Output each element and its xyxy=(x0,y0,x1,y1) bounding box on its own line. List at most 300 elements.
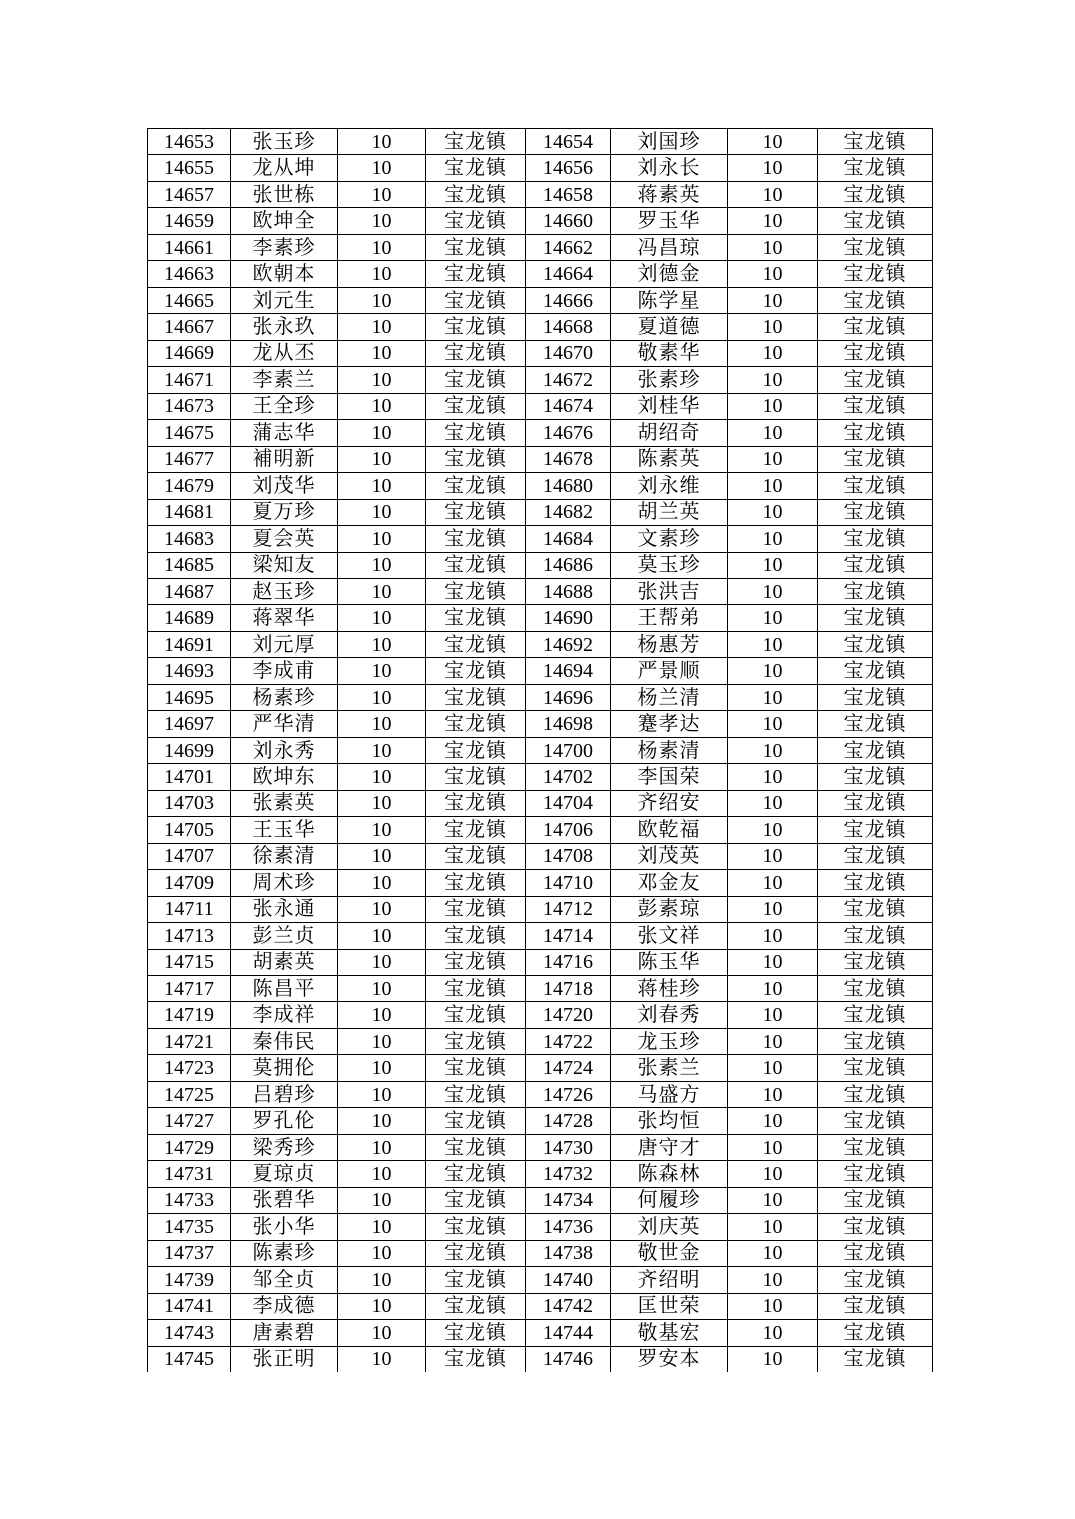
record-town-cell: 宝龙镇 xyxy=(426,446,526,472)
record-name-cell: 李成德 xyxy=(231,1293,338,1319)
record-name-cell: 徐素清 xyxy=(231,843,338,869)
record-id-cell: 14745 xyxy=(148,1346,231,1372)
table-row xyxy=(148,711,933,737)
record-amount-cell: 10 xyxy=(338,499,426,525)
record-amount-cell: 10 xyxy=(728,737,818,763)
record-name-cell: 夏道德 xyxy=(611,314,728,340)
record-id-cell: 14686 xyxy=(526,552,611,578)
record-amount-cell: 10 xyxy=(728,129,818,155)
record-id-cell: 14736 xyxy=(526,1214,611,1240)
record-amount-cell: 10 xyxy=(728,1267,818,1293)
record-town-cell: 宝龙镇 xyxy=(426,1108,526,1134)
record-id-cell: 14695 xyxy=(148,684,231,710)
record-town-cell: 宝龙镇 xyxy=(426,181,526,207)
record-id-cell: 14716 xyxy=(526,949,611,975)
table-row xyxy=(148,684,933,710)
record-id-cell: 14690 xyxy=(526,605,611,631)
record-amount-cell: 10 xyxy=(728,287,818,313)
record-name-cell: 刘永长 xyxy=(611,155,728,181)
record-town-cell: 宝龙镇 xyxy=(818,420,933,446)
record-town-cell: 宝龙镇 xyxy=(818,949,933,975)
record-amount-cell: 10 xyxy=(338,1002,426,1028)
record-amount-cell: 10 xyxy=(728,420,818,446)
record-id-cell: 14664 xyxy=(526,261,611,287)
record-amount-cell: 10 xyxy=(338,711,426,737)
record-id-cell: 14710 xyxy=(526,870,611,896)
record-name-cell: 李国荣 xyxy=(611,764,728,790)
record-name-cell: 罗孔伦 xyxy=(231,1108,338,1134)
record-name-cell: 邓金友 xyxy=(611,870,728,896)
record-name-cell: 张小华 xyxy=(231,1214,338,1240)
record-amount-cell: 10 xyxy=(728,1002,818,1028)
record-town-cell: 宝龙镇 xyxy=(426,340,526,366)
table-row xyxy=(148,420,933,446)
record-amount-cell: 10 xyxy=(728,314,818,340)
record-town-cell: 宝龙镇 xyxy=(818,155,933,181)
record-amount-cell: 10 xyxy=(338,658,426,684)
record-name-cell: 秦伟民 xyxy=(231,1028,338,1054)
record-amount-cell: 10 xyxy=(728,923,818,949)
record-town-cell: 宝龙镇 xyxy=(426,526,526,552)
record-amount-cell: 10 xyxy=(338,923,426,949)
record-town-cell: 宝龙镇 xyxy=(818,287,933,313)
record-name-cell: 陈学星 xyxy=(611,287,728,313)
table-row xyxy=(148,340,933,366)
record-id-cell: 14722 xyxy=(526,1028,611,1054)
record-amount-cell: 10 xyxy=(728,949,818,975)
record-town-cell: 宝龙镇 xyxy=(818,737,933,763)
record-amount-cell: 10 xyxy=(728,155,818,181)
record-amount-cell: 10 xyxy=(338,1320,426,1346)
record-name-cell: 邹全贞 xyxy=(231,1267,338,1293)
record-name-cell: 刘庆英 xyxy=(611,1214,728,1240)
table-row xyxy=(148,605,933,631)
record-id-cell: 14673 xyxy=(148,393,231,419)
record-amount-cell: 10 xyxy=(338,155,426,181)
record-name-cell: 匡世荣 xyxy=(611,1293,728,1319)
table-row xyxy=(148,367,933,393)
record-id-cell: 14658 xyxy=(526,181,611,207)
table-row xyxy=(148,526,933,552)
record-id-cell: 14739 xyxy=(148,1267,231,1293)
record-amount-cell: 10 xyxy=(338,949,426,975)
record-id-cell: 14715 xyxy=(148,949,231,975)
record-name-cell: 欧乾福 xyxy=(611,817,728,843)
record-town-cell: 宝龙镇 xyxy=(426,578,526,604)
record-id-cell: 14675 xyxy=(148,420,231,446)
record-id-cell: 14679 xyxy=(148,473,231,499)
record-town-cell: 宝龙镇 xyxy=(426,1002,526,1028)
record-id-cell: 14681 xyxy=(148,499,231,525)
record-town-cell: 宝龙镇 xyxy=(818,473,933,499)
record-town-cell: 宝龙镇 xyxy=(818,923,933,949)
record-id-cell: 14735 xyxy=(148,1214,231,1240)
record-id-cell: 14738 xyxy=(526,1240,611,1266)
record-name-cell: 彭兰贞 xyxy=(231,923,338,949)
record-name-cell: 莫玉珍 xyxy=(611,552,728,578)
record-amount-cell: 10 xyxy=(338,208,426,234)
record-town-cell: 宝龙镇 xyxy=(818,1267,933,1293)
record-amount-cell: 10 xyxy=(728,896,818,922)
record-id-cell: 14656 xyxy=(526,155,611,181)
record-id-cell: 14680 xyxy=(526,473,611,499)
record-id-cell: 14725 xyxy=(148,1081,231,1107)
record-amount-cell: 10 xyxy=(338,552,426,578)
record-id-cell: 14659 xyxy=(148,208,231,234)
record-id-cell: 14746 xyxy=(526,1346,611,1372)
table-row xyxy=(148,1055,933,1081)
record-town-cell: 宝龙镇 xyxy=(818,711,933,737)
record-town-cell: 宝龙镇 xyxy=(818,261,933,287)
table-row xyxy=(148,1240,933,1266)
record-id-cell: 14685 xyxy=(148,552,231,578)
record-amount-cell: 10 xyxy=(338,790,426,816)
record-name-cell: 龙玉珍 xyxy=(611,1028,728,1054)
record-amount-cell: 10 xyxy=(728,1134,818,1160)
record-name-cell: 夏琼贞 xyxy=(231,1161,338,1187)
record-id-cell: 14682 xyxy=(526,499,611,525)
record-town-cell: 宝龙镇 xyxy=(426,1187,526,1213)
record-name-cell: 陈素英 xyxy=(611,446,728,472)
record-name-cell: 陈昌平 xyxy=(231,976,338,1002)
record-town-cell: 宝龙镇 xyxy=(818,234,933,260)
record-town-cell: 宝龙镇 xyxy=(426,499,526,525)
record-amount-cell: 10 xyxy=(338,684,426,710)
record-town-cell: 宝龙镇 xyxy=(818,1028,933,1054)
record-town-cell: 宝龙镇 xyxy=(426,764,526,790)
record-town-cell: 宝龙镇 xyxy=(818,446,933,472)
record-amount-cell: 10 xyxy=(728,817,818,843)
record-amount-cell: 10 xyxy=(338,1161,426,1187)
table-row xyxy=(148,208,933,234)
record-id-cell: 14677 xyxy=(148,446,231,472)
record-amount-cell: 10 xyxy=(338,976,426,1002)
record-id-cell: 14694 xyxy=(526,658,611,684)
record-name-cell: 张世栋 xyxy=(231,181,338,207)
record-town-cell: 宝龙镇 xyxy=(426,1214,526,1240)
record-town-cell: 宝龙镇 xyxy=(818,340,933,366)
record-amount-cell: 10 xyxy=(728,605,818,631)
record-id-cell: 14699 xyxy=(148,737,231,763)
record-town-cell: 宝龙镇 xyxy=(818,1081,933,1107)
record-id-cell: 14691 xyxy=(148,631,231,657)
record-id-cell: 14702 xyxy=(526,764,611,790)
record-name-cell: 刘永秀 xyxy=(231,737,338,763)
record-name-cell: 龙从丕 xyxy=(231,340,338,366)
record-name-cell: 王帮弟 xyxy=(611,605,728,631)
record-id-cell: 14709 xyxy=(148,870,231,896)
record-name-cell: 唐素碧 xyxy=(231,1320,338,1346)
table-row xyxy=(148,552,933,578)
record-name-cell: 補明新 xyxy=(231,446,338,472)
record-name-cell: 刘春秀 xyxy=(611,1002,728,1028)
record-amount-cell: 10 xyxy=(728,1081,818,1107)
record-id-cell: 14657 xyxy=(148,181,231,207)
record-town-cell: 宝龙镇 xyxy=(426,287,526,313)
record-name-cell: 刘国珍 xyxy=(611,129,728,155)
record-amount-cell: 10 xyxy=(338,1081,426,1107)
record-id-cell: 14674 xyxy=(526,393,611,419)
record-name-cell: 蹇孝达 xyxy=(611,711,728,737)
table-row xyxy=(148,287,933,313)
record-town-cell: 宝龙镇 xyxy=(426,658,526,684)
record-id-cell: 14730 xyxy=(526,1134,611,1160)
record-amount-cell: 10 xyxy=(728,1293,818,1319)
record-id-cell: 14689 xyxy=(148,605,231,631)
record-town-cell: 宝龙镇 xyxy=(818,367,933,393)
record-town-cell: 宝龙镇 xyxy=(426,1346,526,1372)
record-id-cell: 14717 xyxy=(148,976,231,1002)
table-row xyxy=(148,181,933,207)
record-id-cell: 14737 xyxy=(148,1240,231,1266)
record-amount-cell: 10 xyxy=(338,234,426,260)
record-name-cell: 敬素华 xyxy=(611,340,728,366)
record-amount-cell: 10 xyxy=(728,208,818,234)
table-row xyxy=(148,658,933,684)
record-name-cell: 齐绍安 xyxy=(611,790,728,816)
record-town-cell: 宝龙镇 xyxy=(426,1081,526,1107)
record-amount-cell: 10 xyxy=(338,605,426,631)
record-name-cell: 刘茂华 xyxy=(231,473,338,499)
record-amount-cell: 10 xyxy=(338,1134,426,1160)
table-row xyxy=(148,1293,933,1319)
record-name-cell: 敬世金 xyxy=(611,1240,728,1266)
record-id-cell: 14662 xyxy=(526,234,611,260)
record-town-cell: 宝龙镇 xyxy=(426,684,526,710)
record-id-cell: 14668 xyxy=(526,314,611,340)
record-id-cell: 14655 xyxy=(148,155,231,181)
record-amount-cell: 10 xyxy=(728,367,818,393)
record-name-cell: 梁秀珍 xyxy=(231,1134,338,1160)
record-town-cell: 宝龙镇 xyxy=(426,870,526,896)
record-amount-cell: 10 xyxy=(338,1346,426,1372)
record-id-cell: 14701 xyxy=(148,764,231,790)
record-amount-cell: 10 xyxy=(728,631,818,657)
record-amount-cell: 10 xyxy=(728,1108,818,1134)
record-id-cell: 14696 xyxy=(526,684,611,710)
record-name-cell: 罗玉华 xyxy=(611,208,728,234)
record-town-cell: 宝龙镇 xyxy=(426,261,526,287)
table-row xyxy=(148,843,933,869)
table-row xyxy=(148,764,933,790)
record-amount-cell: 10 xyxy=(728,843,818,869)
table-row xyxy=(148,817,933,843)
record-town-cell: 宝龙镇 xyxy=(426,896,526,922)
record-amount-cell: 10 xyxy=(728,1055,818,1081)
record-amount-cell: 10 xyxy=(728,261,818,287)
record-name-cell: 张正明 xyxy=(231,1346,338,1372)
record-name-cell: 欧坤东 xyxy=(231,764,338,790)
record-name-cell: 蒋素英 xyxy=(611,181,728,207)
record-name-cell: 张碧华 xyxy=(231,1187,338,1213)
record-id-cell: 14703 xyxy=(148,790,231,816)
record-town-cell: 宝龙镇 xyxy=(426,155,526,181)
record-town-cell: 宝龙镇 xyxy=(426,208,526,234)
record-amount-cell: 10 xyxy=(728,1346,818,1372)
record-town-cell: 宝龙镇 xyxy=(818,790,933,816)
record-name-cell: 刘桂华 xyxy=(611,393,728,419)
record-name-cell: 杨素清 xyxy=(611,737,728,763)
record-amount-cell: 10 xyxy=(338,1187,426,1213)
record-town-cell: 宝龙镇 xyxy=(426,1134,526,1160)
table-row xyxy=(148,923,933,949)
table-row xyxy=(148,1002,933,1028)
record-id-cell: 14744 xyxy=(526,1320,611,1346)
record-amount-cell: 10 xyxy=(338,367,426,393)
record-id-cell: 14676 xyxy=(526,420,611,446)
record-town-cell: 宝龙镇 xyxy=(426,631,526,657)
record-amount-cell: 10 xyxy=(338,181,426,207)
record-amount-cell: 10 xyxy=(728,1187,818,1213)
table-row xyxy=(148,976,933,1002)
record-name-cell: 胡素英 xyxy=(231,949,338,975)
record-town-cell: 宝龙镇 xyxy=(426,1055,526,1081)
record-name-cell: 杨惠芳 xyxy=(611,631,728,657)
record-id-cell: 14729 xyxy=(148,1134,231,1160)
record-id-cell: 14719 xyxy=(148,1002,231,1028)
table-row xyxy=(148,1267,933,1293)
record-name-cell: 罗安本 xyxy=(611,1346,728,1372)
record-id-cell: 14684 xyxy=(526,526,611,552)
record-amount-cell: 10 xyxy=(338,737,426,763)
record-town-cell: 宝龙镇 xyxy=(426,711,526,737)
record-town-cell: 宝龙镇 xyxy=(426,1293,526,1319)
record-id-cell: 14654 xyxy=(526,129,611,155)
record-amount-cell: 10 xyxy=(728,499,818,525)
table-row xyxy=(148,1028,933,1054)
record-id-cell: 14688 xyxy=(526,578,611,604)
record-name-cell: 龙从坤 xyxy=(231,155,338,181)
record-amount-cell: 10 xyxy=(728,1240,818,1266)
record-amount-cell: 10 xyxy=(728,658,818,684)
record-town-cell: 宝龙镇 xyxy=(818,393,933,419)
record-id-cell: 14712 xyxy=(526,896,611,922)
record-town-cell: 宝龙镇 xyxy=(818,181,933,207)
table-row xyxy=(148,446,933,472)
record-amount-cell: 10 xyxy=(728,1214,818,1240)
record-id-cell: 14669 xyxy=(148,340,231,366)
record-id-cell: 14706 xyxy=(526,817,611,843)
record-amount-cell: 10 xyxy=(728,393,818,419)
record-town-cell: 宝龙镇 xyxy=(426,605,526,631)
record-town-cell: 宝龙镇 xyxy=(818,658,933,684)
record-amount-cell: 10 xyxy=(338,314,426,340)
record-town-cell: 宝龙镇 xyxy=(818,870,933,896)
record-id-cell: 14727 xyxy=(148,1108,231,1134)
record-name-cell: 胡兰英 xyxy=(611,499,728,525)
table-row xyxy=(148,1320,933,1346)
table-row xyxy=(148,1108,933,1134)
record-town-cell: 宝龙镇 xyxy=(426,1028,526,1054)
record-town-cell: 宝龙镇 xyxy=(426,473,526,499)
record-town-cell: 宝龙镇 xyxy=(426,393,526,419)
record-name-cell: 马盛方 xyxy=(611,1081,728,1107)
table-row xyxy=(148,896,933,922)
table-row xyxy=(148,870,933,896)
record-amount-cell: 10 xyxy=(728,1028,818,1054)
record-name-cell: 周术珍 xyxy=(231,870,338,896)
record-town-cell: 宝龙镇 xyxy=(818,976,933,1002)
record-town-cell: 宝龙镇 xyxy=(818,552,933,578)
record-name-cell: 梁知友 xyxy=(231,552,338,578)
record-amount-cell: 10 xyxy=(338,1293,426,1319)
record-id-cell: 14687 xyxy=(148,578,231,604)
record-town-cell: 宝龙镇 xyxy=(818,764,933,790)
record-town-cell: 宝龙镇 xyxy=(818,1187,933,1213)
record-name-cell: 李成祥 xyxy=(231,1002,338,1028)
record-amount-cell: 10 xyxy=(728,684,818,710)
record-town-cell: 宝龙镇 xyxy=(426,790,526,816)
record-town-cell: 宝龙镇 xyxy=(818,1214,933,1240)
record-amount-cell: 10 xyxy=(338,340,426,366)
table-row xyxy=(148,790,933,816)
record-name-cell: 杨兰清 xyxy=(611,684,728,710)
record-id-cell: 14693 xyxy=(148,658,231,684)
table-row xyxy=(148,393,933,419)
table-row xyxy=(148,261,933,287)
record-amount-cell: 10 xyxy=(728,1161,818,1187)
record-town-cell: 宝龙镇 xyxy=(818,843,933,869)
record-town-cell: 宝龙镇 xyxy=(426,949,526,975)
record-name-cell: 蒲志华 xyxy=(231,420,338,446)
record-town-cell: 宝龙镇 xyxy=(426,817,526,843)
record-amount-cell: 10 xyxy=(728,578,818,604)
record-amount-cell: 10 xyxy=(338,393,426,419)
table-row xyxy=(148,129,933,155)
record-id-cell: 14661 xyxy=(148,234,231,260)
record-amount-cell: 10 xyxy=(338,1108,426,1134)
record-amount-cell: 10 xyxy=(728,340,818,366)
record-name-cell: 何履珍 xyxy=(611,1187,728,1213)
record-amount-cell: 10 xyxy=(338,764,426,790)
record-id-cell: 14666 xyxy=(526,287,611,313)
record-town-cell: 宝龙镇 xyxy=(426,420,526,446)
record-id-cell: 14705 xyxy=(148,817,231,843)
record-name-cell: 蒋翠华 xyxy=(231,605,338,631)
table-row xyxy=(148,737,933,763)
record-name-cell: 彭素琼 xyxy=(611,896,728,922)
record-town-cell: 宝龙镇 xyxy=(818,499,933,525)
table-row xyxy=(148,234,933,260)
record-name-cell: 张永通 xyxy=(231,896,338,922)
record-id-cell: 14713 xyxy=(148,923,231,949)
record-id-cell: 14723 xyxy=(148,1055,231,1081)
record-id-cell: 14672 xyxy=(526,367,611,393)
record-town-cell: 宝龙镇 xyxy=(818,526,933,552)
record-id-cell: 14692 xyxy=(526,631,611,657)
record-name-cell: 夏万珍 xyxy=(231,499,338,525)
record-name-cell: 吕碧珍 xyxy=(231,1081,338,1107)
record-name-cell: 赵玉珍 xyxy=(231,578,338,604)
record-town-cell: 宝龙镇 xyxy=(818,1320,933,1346)
record-name-cell: 张洪吉 xyxy=(611,578,728,604)
record-name-cell: 陈森林 xyxy=(611,1161,728,1187)
record-id-cell: 14671 xyxy=(148,367,231,393)
record-amount-cell: 10 xyxy=(338,1214,426,1240)
table-row xyxy=(148,1134,933,1160)
record-town-cell: 宝龙镇 xyxy=(818,1134,933,1160)
record-amount-cell: 10 xyxy=(338,817,426,843)
record-id-cell: 14698 xyxy=(526,711,611,737)
record-name-cell: 张永玖 xyxy=(231,314,338,340)
record-name-cell: 陈素珍 xyxy=(231,1240,338,1266)
record-id-cell: 14700 xyxy=(526,737,611,763)
record-town-cell: 宝龙镇 xyxy=(818,631,933,657)
record-id-cell: 14711 xyxy=(148,896,231,922)
record-id-cell: 14741 xyxy=(148,1293,231,1319)
record-name-cell: 欧朝本 xyxy=(231,261,338,287)
record-name-cell: 张均恒 xyxy=(611,1108,728,1134)
